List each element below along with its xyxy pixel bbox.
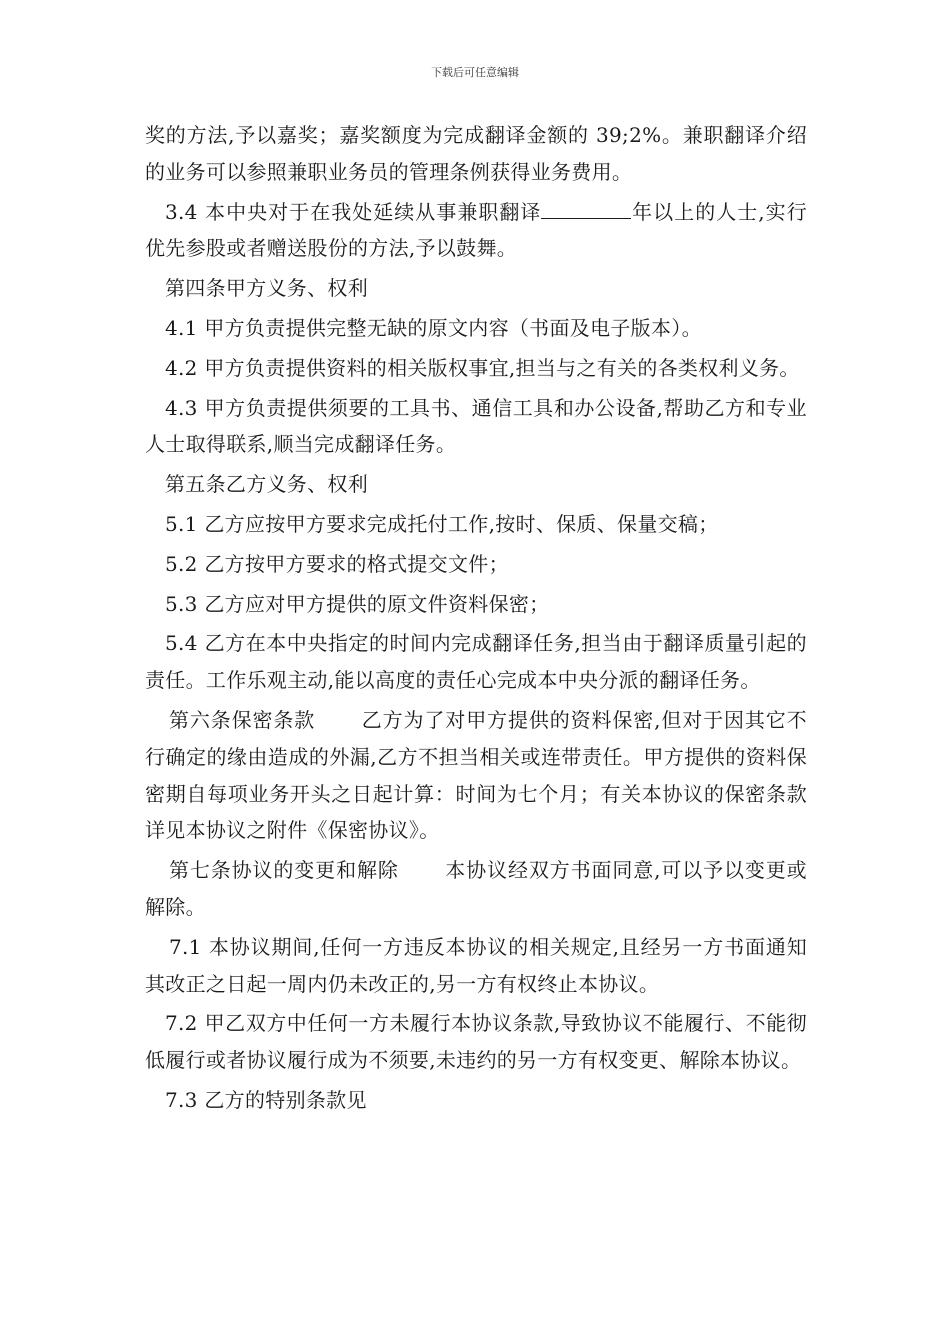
paragraph-4-1: 4.1 甲方负责提供完整无缺的原文内容（书面及电子版本）。 bbox=[165, 315, 702, 340]
paragraph-5-4: 5.4 乙方在本中央指定的时间内完成翻译任务,担当由于翻译质量引起的责任。工作乐观主动,能以高度的责任心完成本中央分派的翻译任务。 bbox=[145, 631, 807, 693]
article-7 bbox=[145, 852, 807, 926]
paragraph-3-4 bbox=[145, 194, 807, 268]
paragraph-5-1: 5.1 乙方应按甲方要求完成托付工作,按时、保质、保量交稿； bbox=[165, 511, 719, 536]
paragraph-3-4-start: 3.4 本中央对于在我处延续从事兼职翻译 bbox=[165, 199, 542, 224]
article-6-title: 第六条保密条款 bbox=[169, 707, 316, 732]
document-body bbox=[145, 117, 807, 1119]
paragraph-7-3: 7.3 乙方的特别条款见 bbox=[165, 1087, 367, 1112]
article-5-title: 第五条乙方义务、权利 bbox=[165, 472, 368, 497]
article-7-body: 本协议经双方书面同意,可以予以变更或解除。 bbox=[145, 858, 807, 919]
article-4-title: 第四条甲方义务、权利 bbox=[165, 276, 368, 301]
paragraph-4-2: 4.2 甲方负责提供资料的相关版权事宜,担当与之有关的各类权利义务。 bbox=[165, 355, 800, 380]
paragraph-5-3: 5.3 乙方应对甲方提供的原文件资料保密； bbox=[165, 591, 550, 616]
paragraph-5-2: 5.2 乙方按甲方要求的格式提交文件； bbox=[165, 551, 509, 576]
article-6-body: 乙方为了对甲方提供的资料保密,但对于因其它不行确定的缘由造成的外漏,乙方不担当相关或连带责任。甲方提供的资料保密期自每项业务开头之日起计算：时间为七个月；有关本协议的保密条款详见本协议之附件《保密协议》。 bbox=[145, 707, 807, 843]
paragraph-7-2: 7.2 甲乙双方中任何一方未履行本协议条款,导致协议不能履行、不能彻低履行或者协议履行成为不须要,未违约的另一方有权变更、解除本协议。 bbox=[145, 1011, 807, 1073]
fill-in-blank bbox=[541, 196, 631, 219]
paragraph-3-4-end: 年以上的人士,实行优先参股或者赠送股份的方法,予以鼓舞。 bbox=[145, 199, 807, 261]
article-6 bbox=[145, 702, 807, 849]
page-header-note: 下载后可任意编辑 bbox=[431, 66, 519, 79]
paragraph-4-3: 4.3 甲方负责提供须要的工具书、通信工具和办公设备,帮助乙方和专业人士取得联系,顺当完成翻译任务。 bbox=[145, 395, 807, 457]
paragraph-7-1: 7.1 本协议期间,任何一方违反本协议的相关规定,且经另一方书面通知其改正之日起一周内仍未改正的,另一方有权终止本协议。 bbox=[145, 934, 807, 996]
article-7-title: 第七条协议的变更和解除 bbox=[169, 858, 399, 883]
paragraph-reward: 奖的方法,予以嘉奖；嘉奖额度为完成翻译金额的 39;2%。兼职翻译介绍的业务可以参照兼职业务员的管理条例获得业务费用。 bbox=[145, 123, 807, 184]
